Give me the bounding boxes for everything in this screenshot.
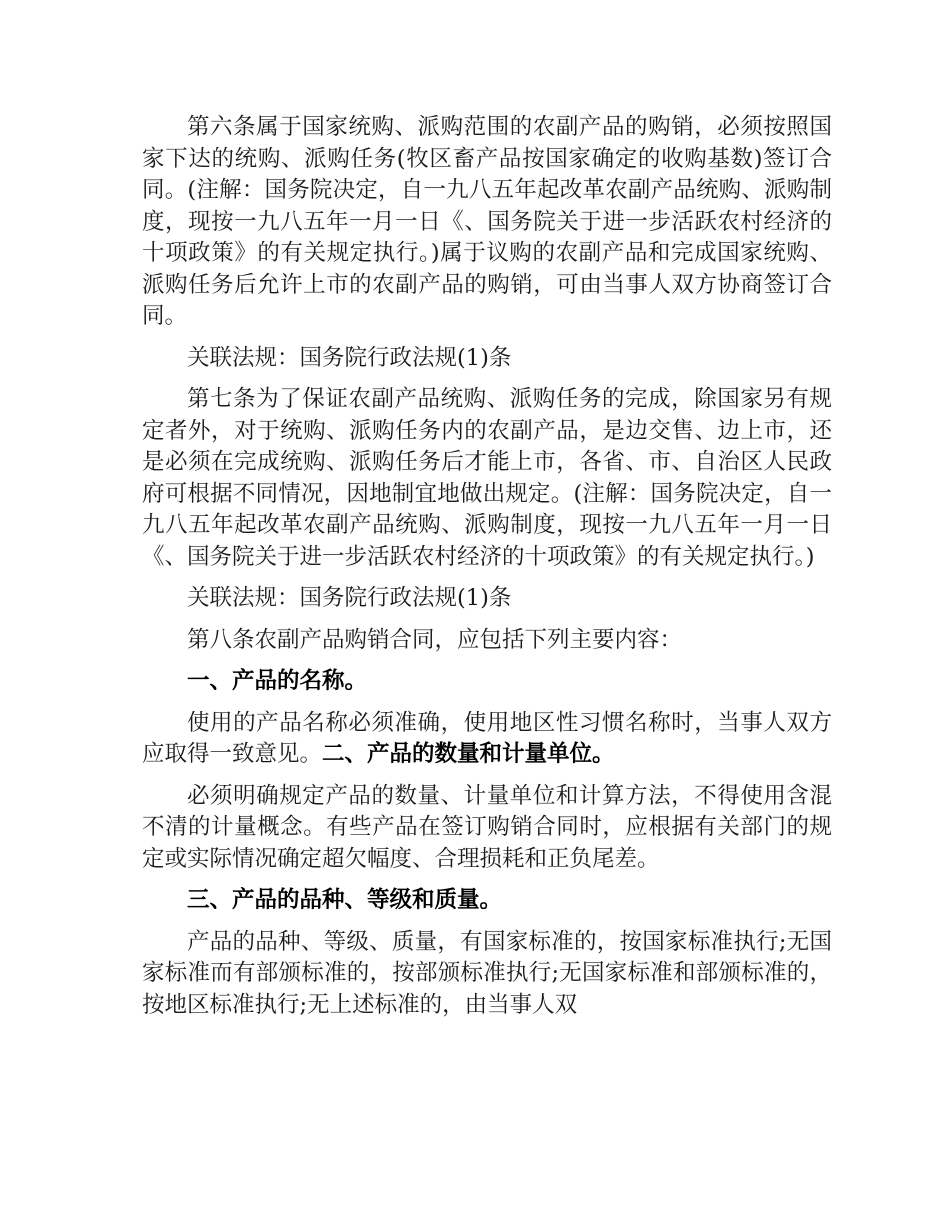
article-7-paragraph: 第七条为了保证农副产品统购、派购任务的完成，除国家另有规定者外，对于统购、派购任务内的农副产品，是边交售、边上市，还是必须在完成统购、派购任务后才能上市，各省、市、自治区人民政府可根据不同情况，因地制宜地做出规定。(注解：国务院决定，自一九八五年起改革农副产品统购、派购制度，现按一九八五年一月一日《、国务院关于进一步活跃农村经济的十项政策》的有关规定执行。) (142, 386, 832, 570)
related-law-note: 关联法规：国务院行政法规(1)条 (187, 585, 512, 611)
related-law-note: 关联法规：国务院行政法规(1)条 (187, 344, 512, 371)
item-1-heading: 一、产品的名称。 (187, 668, 368, 694)
article-8-intro: 第八条农副产品购销合同，应包括下列主要内容： (187, 626, 683, 653)
item-3-paragraph: 产品的品种、等级、质量，有国家标准的，按国家标准执行;无国家标准而有部颁标准的，按部颁标准执行;无国家标准和部颁标准的，按地区标准执行;无上述标准的，由当事人双 (142, 928, 832, 1018)
item-1-paragraph (142, 708, 832, 771)
item-3-heading: 三、产品的品种、等级和质量。 (187, 887, 503, 913)
article-6-paragraph: 第六条属于国家统购、派购范围的农副产品的购销，必须按照国家下达的统购、派购任务(牧区畜产品按国家确定的收购基数)签订合同。(注解：国务院决定，自一九八五年起改革农副产品统购、派购制度，现按一九八五年一月一日《、国务院关于进一步活跃农村经济的十项政策》的有关规定执行。)属于议购的农副产品和完成国家统购、派购任务后允许上市的农副产品的购销，可由当事人双方协商签订合同。 (142, 114, 832, 329)
document-body (142, 112, 832, 1031)
item-2-paragraph: 必须明确规定产品的数量、计量单位和计算方法，不得使用含混不清的计量概念。有些产品在签订购销合同时，应根据有关部门的规定或实际情况确定超欠幅度、合理损耗和正负尾差。 (142, 782, 832, 872)
item-1-body: 使用的产品名称必须准确，使用地区性习惯名称时，当事人双方应取得一致意见。 (142, 709, 832, 767)
item-2-heading: 二、产品的数量和计量单位。 (322, 741, 615, 767)
